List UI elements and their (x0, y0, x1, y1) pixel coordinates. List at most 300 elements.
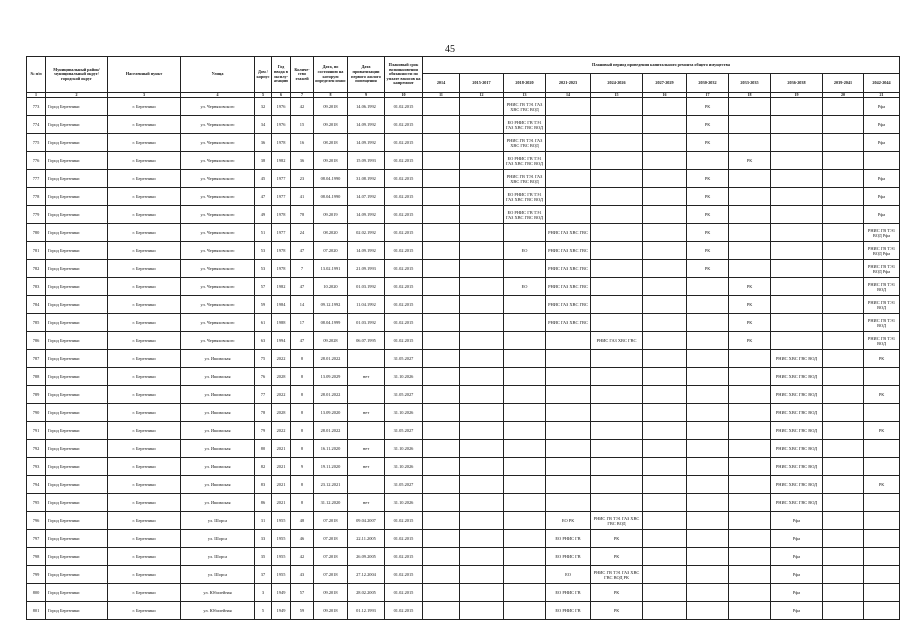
column-index: 15 (591, 93, 643, 98)
floors-cell: 47 (291, 242, 314, 260)
deadline-cell: 31.10.2026 (385, 440, 423, 458)
year-built-cell: 2021 (272, 458, 291, 476)
header-year: 2039-2041 (823, 74, 864, 93)
plan-cell (771, 134, 823, 152)
table-row (27, 116, 900, 134)
deadline-cell: 01.02.2015 (385, 584, 423, 602)
plan-cell (687, 350, 729, 368)
column-index: 12 (460, 93, 504, 98)
plan-cell (687, 530, 729, 548)
plan-cell (423, 188, 460, 206)
row-number: 797 (27, 530, 46, 548)
plan-cell (546, 332, 591, 350)
floors-cell: 78 (291, 206, 314, 224)
plan-cell (546, 440, 591, 458)
settlement-cell: г. Березники (108, 584, 181, 602)
deadline-cell: 01.02.2015 (385, 296, 423, 314)
plan-cell (643, 494, 687, 512)
street-cell: ул. Ишимская (181, 458, 255, 476)
survey-date-cell: 23.12.2021 (314, 476, 348, 494)
table-row (27, 260, 900, 278)
column-index: 6 (272, 93, 291, 98)
privatization-date-cell: 06.07.1995 (348, 332, 385, 350)
privatization-date-cell: 01.12.1993 (348, 602, 385, 620)
privatization-date-cell: 01.03.1992 (348, 314, 385, 332)
survey-date-cell: 10.2020 (314, 278, 348, 296)
floors-cell: 41 (291, 188, 314, 206)
column-index: 19 (771, 93, 823, 98)
street-cell: ул. Ишимская (181, 440, 255, 458)
survey-date-cell: 09.2018 (314, 602, 348, 620)
survey-date-cell: 07.2018 (314, 548, 348, 566)
street-cell: ул. Юбилейная (181, 602, 255, 620)
privatization-date-cell: 21.09.1993 (348, 260, 385, 278)
house-cell: 37 (255, 566, 272, 584)
plan-cell (460, 458, 504, 476)
plan-cell (823, 350, 864, 368)
plan-cell (687, 368, 729, 386)
column-index: 5 (255, 93, 272, 98)
deadline-cell: 01.02.2015 (385, 152, 423, 170)
privatization-date-cell: 28.02.2005 (348, 584, 385, 602)
plan-cell (729, 134, 771, 152)
plan-cell (823, 368, 864, 386)
plan-cell (729, 494, 771, 512)
plan-cell: РНИС ГВ ТЭ1 ВОД (864, 314, 900, 332)
street-cell: ул. Черняховского (181, 206, 255, 224)
plan-cell (729, 476, 771, 494)
plan-cell (591, 440, 643, 458)
settlement-cell: г. Березники (108, 404, 181, 422)
table-row (27, 170, 900, 188)
header-year: 2030-2032 (687, 74, 729, 93)
municipality-cell: Город Березники (46, 494, 108, 512)
plan-cell (729, 98, 771, 116)
settlement-cell: г. Березники (108, 422, 181, 440)
plan-cell (504, 440, 546, 458)
deadline-cell: 31.10.2026 (385, 458, 423, 476)
plan-cell: РНИС ХВС ГВС ВОД (771, 458, 823, 476)
privatization-date-cell: 27.12.2004 (348, 566, 385, 584)
plan-cell (771, 170, 823, 188)
plan-cell (504, 332, 546, 350)
plan-cell: Рфа (864, 98, 900, 116)
column-index: 1 (27, 93, 46, 98)
plan-cell (643, 332, 687, 350)
house-cell: 78 (255, 404, 272, 422)
settlement-cell: г. Березники (108, 188, 181, 206)
header-year: 2015-2017 (460, 74, 504, 93)
header-survey-date: Дата, по состоянию на которую определен износ (314, 57, 348, 93)
plan-cell (729, 368, 771, 386)
column-index: 14 (546, 93, 591, 98)
street-cell: ул. Черняховского (181, 152, 255, 170)
plan-cell: РК (864, 422, 900, 440)
plan-cell: РНИС ГВ ТЭ1 ВОД Рфа (864, 260, 900, 278)
year-built-cell: 1955 (272, 548, 291, 566)
table-row (27, 494, 900, 512)
plan-cell (823, 332, 864, 350)
row-number: 778 (27, 188, 46, 206)
survey-date-cell: 13.09.2020 (314, 404, 348, 422)
floors-cell: 8 (291, 368, 314, 386)
municipality-cell: Город Березники (46, 188, 108, 206)
plan-cell (864, 458, 900, 476)
street-cell: ул. Черняховского (181, 242, 255, 260)
header-year: 2021-2023 (546, 74, 591, 93)
header-plan-period: Плановый период проведения капитального ремонта общего имущества (423, 57, 900, 74)
plan-cell (460, 566, 504, 584)
year-built-cell: 1982 (272, 152, 291, 170)
plan-cell (771, 188, 823, 206)
row-number: 798 (27, 548, 46, 566)
plan-cell (460, 494, 504, 512)
plan-cell (864, 512, 900, 530)
year-built-cell: 1977 (272, 224, 291, 242)
settlement-cell: г. Березники (108, 458, 181, 476)
survey-date-cell: 09.12.1992 (314, 296, 348, 314)
deadline-cell: 01.02.2015 (385, 314, 423, 332)
floors-cell: 43 (291, 566, 314, 584)
municipality-cell: Город Березники (46, 332, 108, 350)
plan-cell (864, 152, 900, 170)
deadline-cell: 31.10.2026 (385, 404, 423, 422)
plan-cell (729, 548, 771, 566)
year-built-cell: 1994 (272, 332, 291, 350)
table-row (27, 98, 900, 116)
plan-cell: Рфа (864, 170, 900, 188)
plan-cell (687, 548, 729, 566)
row-number: 801 (27, 602, 46, 620)
floors-cell: 17 (291, 314, 314, 332)
year-built-cell: 2021 (272, 476, 291, 494)
table-row (27, 296, 900, 314)
municipality-cell: Город Березники (46, 206, 108, 224)
plan-cell (823, 584, 864, 602)
year-built-cell: 1988 (272, 314, 291, 332)
street-cell: ул. Черняховского (181, 296, 255, 314)
plan-cell (591, 386, 643, 404)
column-index: 10 (385, 93, 423, 98)
municipality-cell: Город Березники (46, 548, 108, 566)
settlement-cell: г. Березники (108, 386, 181, 404)
plan-cell: РК (687, 260, 729, 278)
year-built-cell: 1978 (272, 206, 291, 224)
plan-cell (460, 368, 504, 386)
plan-cell (423, 458, 460, 476)
plan-cell (504, 584, 546, 602)
row-number: 774 (27, 116, 46, 134)
table-row (27, 584, 900, 602)
plan-cell: Рфа (771, 530, 823, 548)
house-cell: 86 (255, 494, 272, 512)
privatization-date-cell: 14.09.1992 (348, 134, 385, 152)
plan-cell (504, 296, 546, 314)
table-row (27, 224, 900, 242)
deadline-cell: 01.02.2015 (385, 602, 423, 620)
plan-cell (643, 584, 687, 602)
municipality-cell: Город Березники (46, 314, 108, 332)
plan-cell (729, 116, 771, 134)
deadline-cell: 01.02.2015 (385, 206, 423, 224)
year-built-cell: 1955 (272, 512, 291, 530)
header-year: 2042-2044 (864, 74, 900, 93)
plan-cell (864, 584, 900, 602)
floors-cell: 47 (291, 278, 314, 296)
plan-cell (460, 314, 504, 332)
plan-cell: РК (687, 134, 729, 152)
plan-cell (823, 494, 864, 512)
plan-cell (823, 476, 864, 494)
plan-cell (423, 422, 460, 440)
plan-cell (460, 386, 504, 404)
plan-cell (729, 512, 771, 530)
plan-cell: РК (591, 584, 643, 602)
survey-date-cell: 31.12.2020 (314, 494, 348, 512)
year-built-cell: 2028 (272, 404, 291, 422)
floors-cell: 36 (291, 152, 314, 170)
table-row (27, 242, 900, 260)
plan-cell (864, 602, 900, 620)
survey-date-cell: 28.01.2022 (314, 350, 348, 368)
row-number: 787 (27, 350, 46, 368)
plan-cell: РНИС ГАЗ ХВС ГВС (546, 224, 591, 242)
floors-cell: 7 (291, 260, 314, 278)
municipality-cell: Город Березники (46, 602, 108, 620)
plan-cell (643, 404, 687, 422)
plan-cell (771, 296, 823, 314)
floors-cell: 59 (291, 602, 314, 620)
deadline-cell: 31.10.2026 (385, 494, 423, 512)
floors-cell: 8 (291, 350, 314, 368)
year-built-cell: 1976 (272, 116, 291, 134)
plan-cell (643, 260, 687, 278)
plan-cell: РК (591, 602, 643, 620)
settlement-cell: г. Березники (108, 368, 181, 386)
header-house: Дом / корпус (255, 57, 272, 93)
plan-cell: РК (864, 386, 900, 404)
plan-cell: РК (687, 170, 729, 188)
plan-cell (729, 242, 771, 260)
plan-cell (591, 296, 643, 314)
plan-cell (546, 152, 591, 170)
plan-cell (729, 386, 771, 404)
column-index: 4 (181, 93, 255, 98)
deadline-cell: 31.05.2027 (385, 350, 423, 368)
table-row (27, 548, 900, 566)
plan-cell (460, 188, 504, 206)
street-cell: ул. Черняховского (181, 188, 255, 206)
plan-cell (591, 404, 643, 422)
plan-cell (729, 224, 771, 242)
plan-cell: РНИС ХВС ГВС ВОД (771, 386, 823, 404)
settlement-cell: г. Березники (108, 530, 181, 548)
plan-cell (460, 512, 504, 530)
deadline-cell: 01.02.2015 (385, 512, 423, 530)
privatization-date-cell: 22.11.2005 (348, 530, 385, 548)
year-built-cell: 1977 (272, 188, 291, 206)
deadline-cell: 01.02.2015 (385, 116, 423, 134)
plan-cell (823, 116, 864, 134)
plan-cell (643, 422, 687, 440)
plan-cell (687, 278, 729, 296)
year-built-cell: 1977 (272, 170, 291, 188)
row-number: 788 (27, 368, 46, 386)
plan-cell (823, 296, 864, 314)
deadline-cell: 01.02.2015 (385, 332, 423, 350)
year-built-cell: 1978 (272, 242, 291, 260)
plan-cell: Рфа (864, 116, 900, 134)
plan-cell: РНИС ГАЗ ХВС ГВС (546, 296, 591, 314)
street-cell: ул. Черняховского (181, 116, 255, 134)
floors-cell: 42 (291, 98, 314, 116)
plan-cell: ЕО РНИС ГВ ТЭ1 ГАЗ ХВС ГВС ВОД (504, 188, 546, 206)
row-number: 776 (27, 152, 46, 170)
plan-cell (687, 296, 729, 314)
plan-cell: ЕО (504, 242, 546, 260)
plan-cell: РК (864, 350, 900, 368)
privatization-date-cell: 14.09.1992 (348, 116, 385, 134)
settlement-cell: г. Березники (108, 206, 181, 224)
floors-cell: 23 (291, 170, 314, 188)
plan-cell: РК (591, 530, 643, 548)
plan-cell: Рфа (864, 134, 900, 152)
page-number: 45 (445, 44, 455, 55)
street-cell: ул. Шорса (181, 530, 255, 548)
plan-cell (823, 440, 864, 458)
row-number: 794 (27, 476, 46, 494)
row-number: 799 (27, 566, 46, 584)
floors-cell: 9 (291, 458, 314, 476)
column-index: 13 (504, 93, 546, 98)
plan-cell (687, 566, 729, 584)
plan-cell (729, 530, 771, 548)
plan-cell (423, 170, 460, 188)
floors-cell: 24 (291, 224, 314, 242)
survey-date-cell: 19.11.2020 (314, 458, 348, 476)
plan-cell: РНИС ХВС ГВС ВОД (771, 350, 823, 368)
header-floors: Количе-ство этажей (291, 57, 314, 93)
municipality-cell: Город Березники (46, 224, 108, 242)
plan-cell (729, 458, 771, 476)
deadline-cell: 31.05.2027 (385, 386, 423, 404)
house-cell: 33 (255, 530, 272, 548)
privatization-date-cell: 14.06.1992 (348, 98, 385, 116)
privatization-date-cell (348, 422, 385, 440)
plan-cell (423, 314, 460, 332)
plan-cell (643, 530, 687, 548)
floors-cell: 16 (291, 134, 314, 152)
plan-cell (823, 98, 864, 116)
plan-cell (643, 206, 687, 224)
plan-cell (591, 314, 643, 332)
survey-date-cell: 28.01.2022 (314, 386, 348, 404)
plan-cell (823, 278, 864, 296)
plan-cell (823, 602, 864, 620)
plan-cell (643, 188, 687, 206)
plan-cell (423, 584, 460, 602)
plan-cell (687, 314, 729, 332)
settlement-cell: г. Березники (108, 134, 181, 152)
house-cell: 75 (255, 350, 272, 368)
table-row (27, 440, 900, 458)
house-cell: 49 (255, 206, 272, 224)
plan-cell (823, 314, 864, 332)
plan-cell: РНИС ХВС ГВС ВОД (771, 368, 823, 386)
survey-date-cell: 08.2018 (314, 134, 348, 152)
survey-date-cell: 08.04.1990 (314, 170, 348, 188)
deadline-cell: 01.02.2015 (385, 530, 423, 548)
plan-cell (423, 512, 460, 530)
street-cell: ул. Ишимская (181, 368, 255, 386)
plan-cell: Рфа (771, 602, 823, 620)
row-number: 780 (27, 224, 46, 242)
plan-cell (687, 512, 729, 530)
plan-cell (460, 584, 504, 602)
house-cell: 51 (255, 224, 272, 242)
municipality-cell: Город Березники (46, 476, 108, 494)
table-row (27, 422, 900, 440)
plan-cell (729, 170, 771, 188)
row-number: 785 (27, 314, 46, 332)
plan-cell (643, 368, 687, 386)
settlement-cell: г. Березники (108, 512, 181, 530)
plan-cell (687, 404, 729, 422)
plan-cell: РНИС ГВ ТЭ1 ВОД Рфа (864, 242, 900, 260)
settlement-cell: г. Березники (108, 152, 181, 170)
plan-cell: РК (687, 206, 729, 224)
header-year: 2014 (423, 74, 460, 93)
plan-cell (823, 512, 864, 530)
plan-cell (823, 422, 864, 440)
house-cell: 53 (255, 260, 272, 278)
survey-date-cell: 08.04.1999 (314, 314, 348, 332)
plan-cell (643, 440, 687, 458)
plan-cell (504, 476, 546, 494)
deadline-cell: 01.02.2015 (385, 188, 423, 206)
plan-cell (823, 404, 864, 422)
table-row (27, 386, 900, 404)
plan-cell (771, 98, 823, 116)
plan-cell (504, 458, 546, 476)
plan-cell: РК (729, 296, 771, 314)
plan-cell (823, 170, 864, 188)
table-row (27, 512, 900, 530)
plan-cell: РК (687, 224, 729, 242)
house-cell: 63 (255, 332, 272, 350)
plan-cell (504, 260, 546, 278)
row-number: 773 (27, 98, 46, 116)
plan-cell (546, 98, 591, 116)
privatization-date-cell: 15.09.1993 (348, 152, 385, 170)
header-privatization-date: Дата приватизации первого жилого помещения (348, 57, 385, 93)
plan-cell (504, 422, 546, 440)
plan-cell (423, 566, 460, 584)
plan-cell (460, 116, 504, 134)
plan-cell: РНИС ГАЗ ХВС ГВС (546, 314, 591, 332)
municipality-cell: Город Березники (46, 134, 108, 152)
header-year: 2033-2035 (729, 74, 771, 93)
plan-cell: ЕО РНИС ГВ ТЭ1 ГАЗ ХВС ГВС ВОД (504, 206, 546, 224)
plan-cell (643, 548, 687, 566)
house-cell: 38 (255, 152, 272, 170)
plan-cell (423, 404, 460, 422)
settlement-cell: г. Березники (108, 332, 181, 350)
settlement-cell: г. Березники (108, 314, 181, 332)
plan-cell (460, 224, 504, 242)
plan-cell (504, 548, 546, 566)
house-cell: 76 (255, 368, 272, 386)
